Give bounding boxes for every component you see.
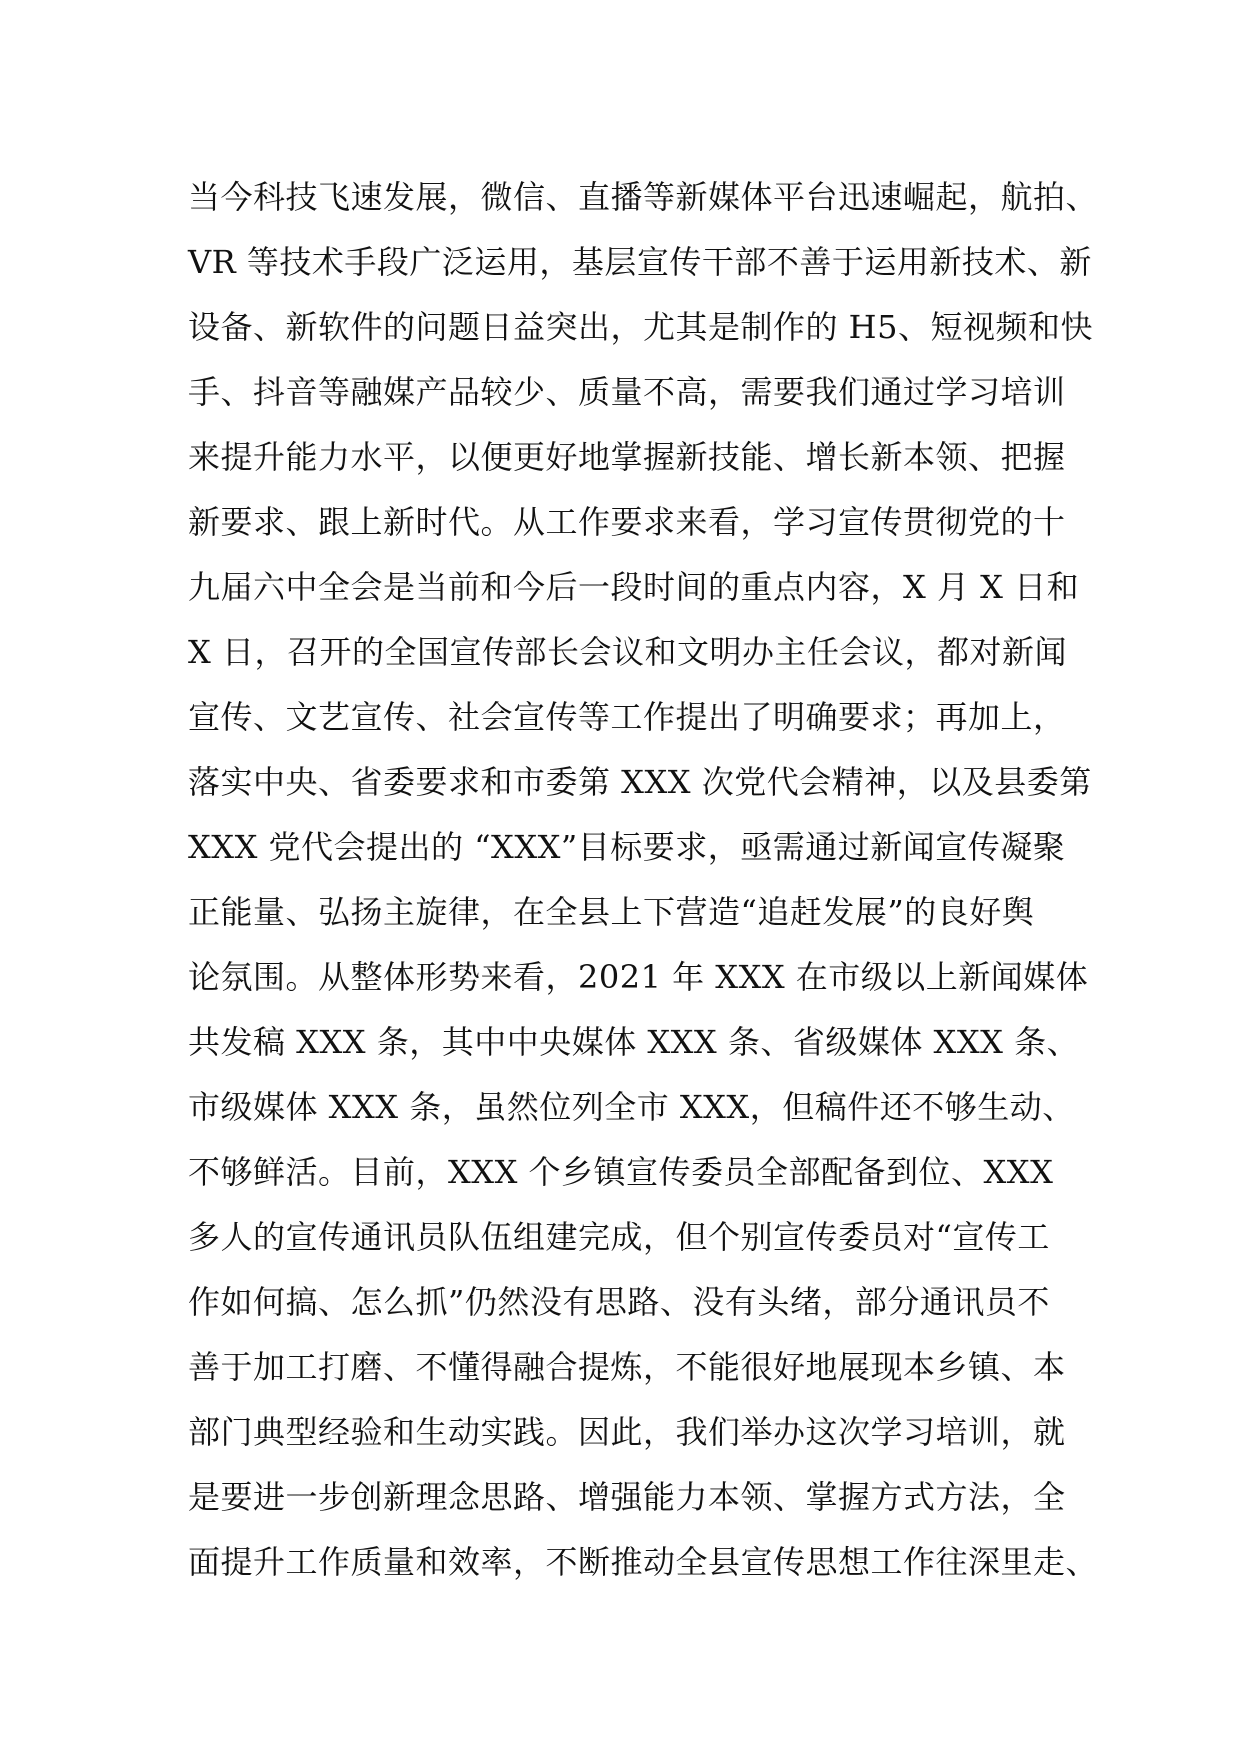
text-line: 市级媒体 XXX 条，虽然位列全市 XXX，但稿件还不够生动、 — [188, 1088, 1075, 1126]
text-line: 不够鲜活。目前，XXX 个乡镇宣传委员全部配备到位、XXX — [188, 1153, 1054, 1191]
text-line: 论氛围。从整体形势来看，2021 年 XXX 在市级以上新闻媒体 — [188, 958, 1089, 996]
text-line: XXX 党代会提出的 “XXX”目标要求，亟需通过新闻宣传凝聚 — [188, 828, 1066, 866]
text-line: 来提升能力水平，以便更好地掌握新技能、增长新本领、把握 — [188, 438, 1066, 476]
text-line: 共发稿 XXX 条，其中中央媒体 XXX 条、省级媒体 XXX 条、 — [188, 1023, 1080, 1061]
body-paragraph — [188, 165, 1099, 1595]
text-line: 新要求、跟上新时代。从工作要求来看，学习宣传贯彻党的十 — [188, 503, 1066, 541]
text-line: 当今科技飞速发展，微信、直播等新媒体平台迅速崛起，航拍、 — [188, 178, 1099, 216]
text-line: X 日，召开的全国宣传部长会议和文明办主任会议，都对新闻 — [188, 633, 1067, 671]
text-line: 是要进一步创新理念思路、增强能力本领、掌握方式方法，全 — [188, 1478, 1066, 1516]
text-line: 宣传、文艺宣传、社会宣传等工作提出了明确要求；再加上， — [188, 698, 1066, 736]
text-line: VR 等技术手段广泛运用，基层宣传干部不善于运用新技术、新 — [188, 243, 1092, 281]
text-line: 部门典型经验和生动实践。因此，我们举办这次学习培训，就 — [188, 1413, 1066, 1451]
text-line: 落实中央、省委要求和市委第 XXX 次党代会精神，以及县委第 — [188, 763, 1092, 801]
text-line: 作如何搞、怎么抓”仍然没有思路、没有头绪，部分通讯员不 — [188, 1283, 1050, 1321]
text-line: 九届六中全会是当前和今后一段时间的重点内容，X 月 X 日和 — [188, 568, 1080, 606]
text-line: 善于加工打磨、不懂得融合提炼，不能很好地展现本乡镇、本 — [188, 1348, 1066, 1386]
text-line: 面提升工作质量和效率，不断推动全县宣传思想工作往深里走、 — [188, 1543, 1099, 1581]
text-line: 正能量、弘扬主旋律，在全县上下营造“追赶发展”的良好舆 — [188, 893, 1035, 931]
text-line: 手、抖音等融媒产品较少、质量不高，需要我们通过学习培训 — [188, 373, 1066, 411]
text-line: 多人的宣传通讯员队伍组建完成，但个别宣传委员对“宣传工 — [188, 1218, 1050, 1256]
text-line: 设备、新软件的问题日益突出，尤其是制作的 H5、短视频和快 — [188, 308, 1093, 346]
